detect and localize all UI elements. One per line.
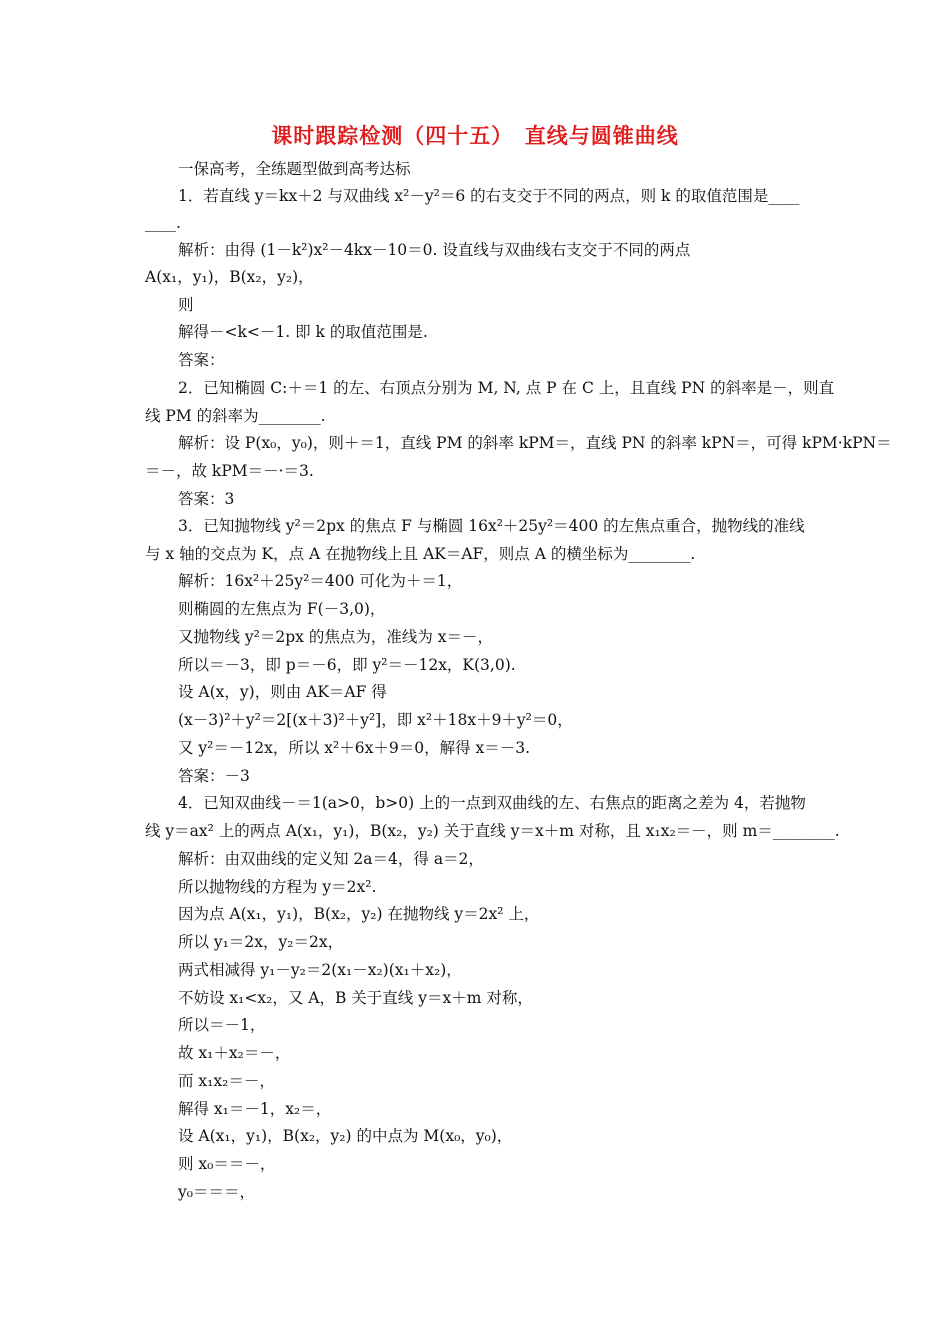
text-line: 所以＝－1，	[178, 1016, 266, 1034]
text-line: y₀＝＝＝，	[178, 1183, 255, 1201]
text-line: 设 A(x，y)，则由 AK＝AF 得	[178, 683, 387, 701]
text-line: 故 x₁＋x₂＝－，	[178, 1044, 291, 1062]
text-line: 一保高考，全练题型做到高考达标	[178, 160, 411, 178]
text-line: 解析：设 P(x₀，y₀)，则＋＝1，直线 PM 的斜率 kPM＝，直线 PN 的斜率 kPN＝，可得 kPM·kPN＝	[178, 434, 892, 452]
text-line: 2．已知椭圆 C:＋＝1 的左、右顶点分别为 M, N, 点 P 在 C 上，且直线 PN 的斜率是－，则直	[178, 379, 835, 397]
text-line: (x－3)²＋y²＝2[(x＋3)²＋y²]，即 x²＋18x＋9＋y²＝0，	[178, 711, 573, 729]
text-line: 则 x₀＝＝－，	[178, 1155, 276, 1173]
text-line: 4．已知双曲线－＝1(a>0，b>0) 上的一点到双曲线的左、右焦点的距离之差为 4，若抛物	[178, 794, 806, 812]
text-line: ____.	[145, 214, 181, 232]
text-line: 3．已知抛物线 y²＝2px 的焦点 F 与椭圆 16x²＋25y²＝400 的左焦点重合，抛物线的准线	[178, 517, 805, 535]
text-line: 解析：16x²＋25y²＝400 可化为＋＝1，	[178, 572, 463, 590]
text-line: 与 x 轴的交点为 K，点 A 在抛物线上且 AK＝AF，则点 A 的横坐标为________.	[145, 545, 696, 563]
page-title: 课时跟踪检测（四十五） 直线与圆锥曲线	[271, 124, 679, 148]
text-line: 解析：由得 (1－k²)x²－4kx－10＝0. 设直线与双曲线右支交于不同的两点	[178, 241, 691, 259]
text-line: 则椭圆的左焦点为 F(－3,0)，	[178, 600, 386, 618]
text-line: 所以＝－3，即 p＝－6，即 y²＝－12x，K(3,0).	[178, 656, 516, 674]
text-line: 解析：由双曲线的定义知 2a＝4，得 a＝2，	[178, 850, 484, 868]
text-line: 答案：	[178, 351, 225, 369]
text-line: 设 A(x₁，y₁)，B(x₂，y₂) 的中点为 M(x₀，y₀)，	[178, 1127, 513, 1145]
text-line: 不妨设 x₁<x₂，又 A，B 关于直线 y＝x＋m 对称，	[178, 989, 533, 1007]
text-line: ＝－，故 kPM＝－·＝3.	[145, 462, 314, 480]
text-line: 又 y²＝－12x，所以 x²＋6x＋9＝0，解得 x＝－3.	[178, 739, 531, 757]
text-line: 解得－<k<－1. 即 k 的取值范围是.	[178, 323, 428, 341]
text-line: 则	[178, 296, 194, 314]
text-line: 线 PM 的斜率为________.	[145, 407, 326, 425]
text-line: 答案：3	[178, 490, 235, 508]
text-line: 而 x₁x₂＝－，	[178, 1072, 275, 1090]
text-line: 所以抛物线的方程为 y＝2x².	[178, 878, 377, 896]
text-line: 答案：－3	[178, 767, 250, 785]
text-line: A(x₁，y₁)，B(x₂，y₂)，	[145, 268, 314, 286]
text-line: 又抛物线 y²＝2px 的焦点为，准线为 x＝－，	[178, 628, 494, 646]
text-line: 解得 x₁＝－1，x₂＝，	[178, 1100, 332, 1118]
text-line: 线 y＝ax² 上的两点 A(x₁，y₁)，B(x₂，y₂) 关于直线 y＝x＋m 对称，且 x₁x₂＝－，则 m＝________.	[145, 822, 840, 840]
text-line: 两式相减得 y₁－y₂＝2(x₁－x₂)(x₁＋x₂)，	[178, 961, 462, 979]
text-line: 所以 y₁＝2x，y₂＝2x，	[178, 933, 344, 951]
text-line: 因为点 A(x₁，y₁)，B(x₂，y₂) 在抛物线 y＝2x² 上，	[178, 905, 540, 923]
text-line: 1．若直线 y＝kx＋2 与双曲线 x²－y²＝6 的右支交于不同的两点，则 k 的取值范围是____	[178, 187, 800, 205]
